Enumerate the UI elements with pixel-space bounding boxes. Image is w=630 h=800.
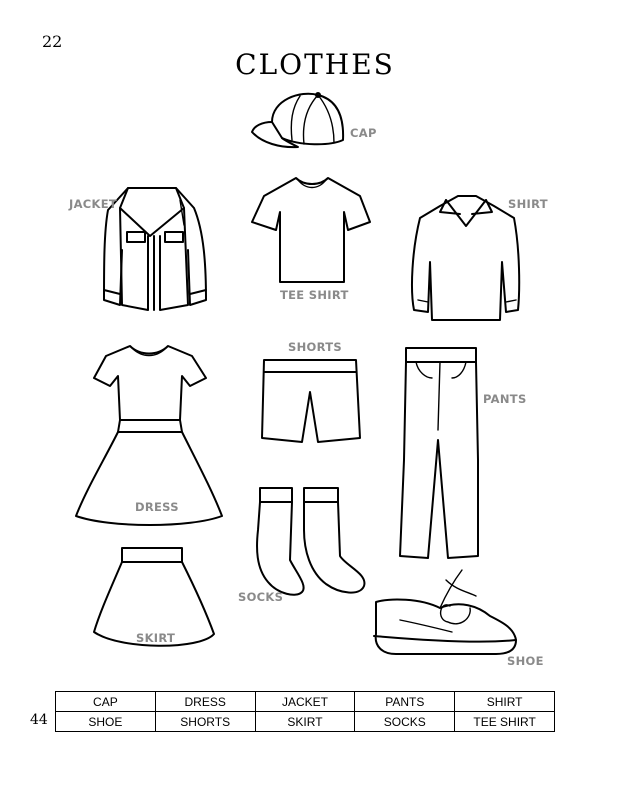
- cap-illustration: [252, 93, 343, 147]
- shoe-illustration: [374, 570, 516, 654]
- word-bank-cell: SHORTS: [155, 712, 255, 732]
- word-bank-row: [56, 692, 555, 712]
- word-bank-cell: DRESS: [155, 692, 255, 712]
- label-jacket: JACKET: [69, 197, 118, 211]
- shorts-illustration: [262, 360, 360, 442]
- label-shorts: SHORTS: [288, 340, 342, 354]
- jacket-illustration: [104, 188, 206, 310]
- page-number-top: 22: [42, 32, 63, 51]
- label-shirt: SHIRT: [508, 197, 548, 211]
- word-bank-cell: SKIRT: [255, 712, 355, 732]
- label-socks: SOCKS: [238, 590, 284, 604]
- label-dress: DRESS: [135, 500, 179, 514]
- socks-illustration: [257, 488, 364, 595]
- label-shoe: SHOE: [507, 654, 544, 668]
- label-skirt: SKIRT: [136, 631, 176, 645]
- word-bank-cell: SOCKS: [355, 712, 455, 732]
- word-bank-cell: CAP: [56, 692, 156, 712]
- tee-shirt-illustration: [252, 178, 370, 282]
- label-cap: CAP: [350, 126, 377, 140]
- word-bank-cell: PANTS: [355, 692, 455, 712]
- word-bank-row: [56, 712, 555, 732]
- word-bank-cell: SHOE: [56, 712, 156, 732]
- word-bank-cell: TEE SHIRT: [455, 712, 555, 732]
- page-title: CLOTHES: [235, 48, 395, 81]
- word-bank-cell: SHIRT: [455, 692, 555, 712]
- pants-illustration: [400, 348, 478, 558]
- page-number-bottom: 44: [30, 712, 48, 728]
- label-tee-shirt: TEE SHIRT: [280, 288, 349, 302]
- label-pants: PANTS: [483, 392, 527, 406]
- shirt-illustration: [412, 196, 519, 320]
- dress-illustration: [76, 346, 222, 525]
- word-bank-table: [55, 691, 555, 732]
- word-bank-cell: JACKET: [255, 692, 355, 712]
